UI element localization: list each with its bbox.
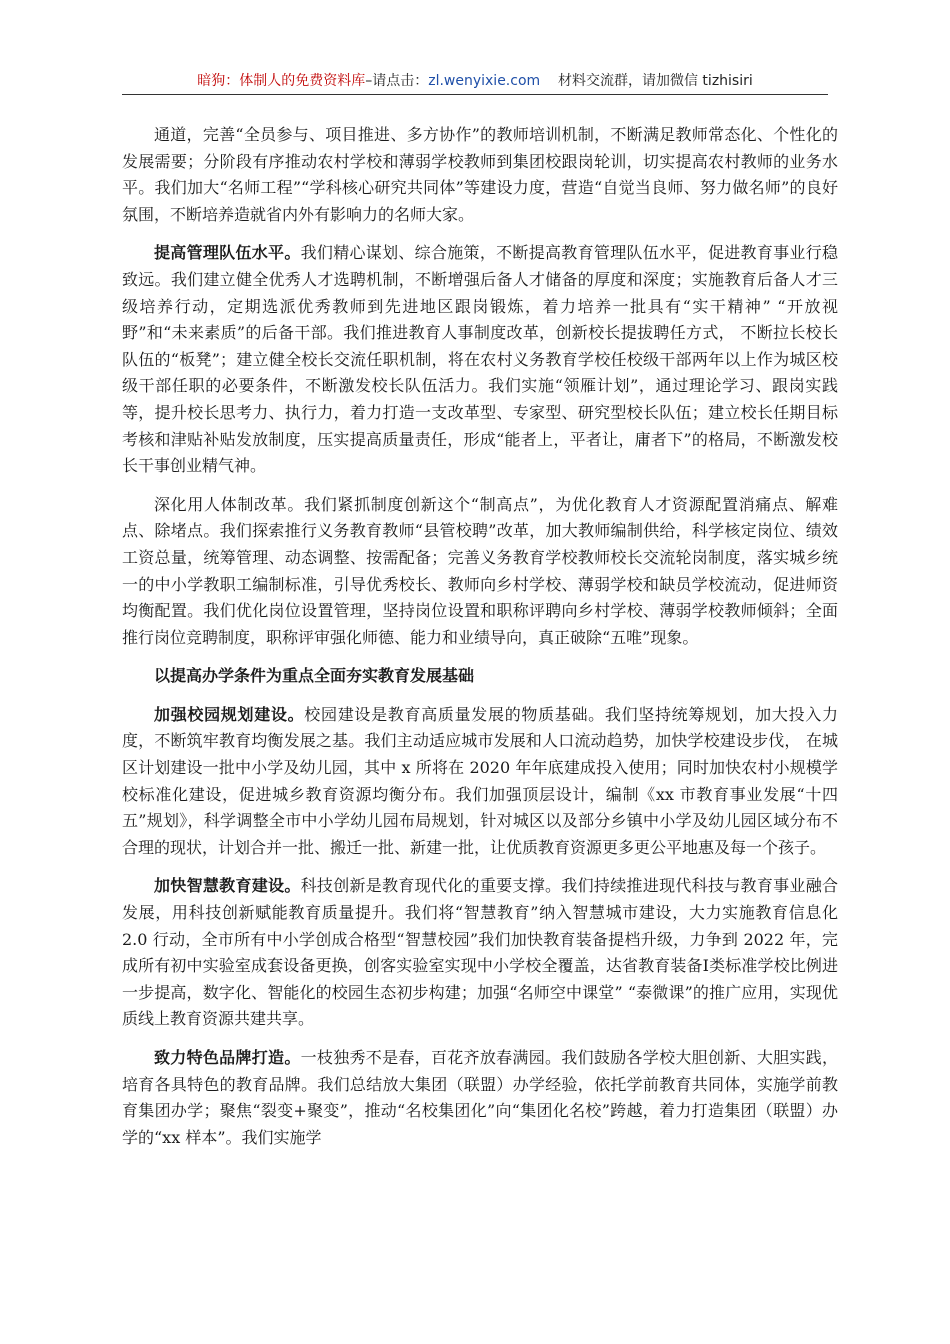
paragraph-3: 深化用人体制改革。我们紧抓制度创新这个“制高点”，为优化教育人才资源配置消痛点、解难点、除堵点。我们探索推行义务教育教师“县管校聘”改革，加大教师编制供给，科学核定岗位、绩效工资总量，统筹管理、动态调整、按需配备；完善义务教育学校教师校长交流轮岗制度，落实城乡统一的中小学教职工编制标准，引导优秀校长、教师向乡村学校、薄弱学校和缺员学校流动，促进师资均衡配置。我们优化岗位设置管理，坚持岗位设置和职称评聘向乡村学校、薄弱学校教师倾斜；全面推行岗位竞聘制度，职称评审强化师德、能力和业绩导向，真正破除“五唯”现象。 [122,494,838,647]
paragraph-4-text: 校园建设是教育高质量发展的物质基础。我们坚持统筹规划，加大投入力度，不断筑牢教育均衡发展之基。我们主动适应城市发展和人口流动趋势，加快学校建设步伐， 在城区计划建设一批中小学及幼儿园，其中 x 所将在 2020 年年底建成投入使用；同时加快农村小规模学校标准化建设，促进城乡教育资源均衡分布。我们加强顶层设计，编制《xx 市教育事业发展“十四五”规划》，科学调整全市中小学幼儿园布局规划，针对城区以及部分乡镇中小学及幼儿园区域分布不合理的现状，计划合并一批、搬迁一批、新建一批，让优质教育资源更多更公平地惠及每一个孩子。 [122,704,838,857]
paragraph-5 [122,873,838,1033]
paragraph-6-text: 一枝独秀不是春，百花齐放春满园。我们鼓励各学校大胆创新、大胆实践，培育各具特色的教育品牌。我们总结放大集团（联盟）办学经验，依托学前教育共同体，实施学前教育集团办学；聚焦“裂变+聚变”，推动“名校集团化”向“集团化名校”跨越，着力打造集团（联盟）办学的“xx 样本”。我们实施学 [122,1048,838,1147]
paragraph-2 [122,240,838,479]
page-header [122,70,828,95]
paragraph-6-lead: 致力特色品牌打造。 [154,1048,301,1067]
paragraph-1: 通道，完善“全员参与、项目推进、多方协作”的教师培训机制，不断满足教师常态化、个性化的发展需要；分阶段有序推动农村学校和薄弱学校教师到集团校跟岗轮训，切实提高农村教师的业务水平。我们加大“名师工程”“学科核心研究共同体”等建设力度，营造“自觉当良师、努力做名师”的良好氛围，不断培养造就省内外有影响力的名师大家。 [122,125,838,224]
paragraph-5-text: 科技创新是教育现代化的重要支撑。我们持续推进现代科技与教育事业融合发展，用科技创新赋能教育质量提升。我们将“智慧教育”纳入智慧城市建设，大力实施教育信息化 2.0 行动，全市所有中小学创成合格型“智慧校园”我们加快教育装备提档升级，力争到 2022 年，完成所有初中实验室成套设备更换，创客实验室实现中小学校全覆盖，达省教育装备Ⅰ类标准学校比例进一步提高，数字化、智能化的校园生态初步构建；加强“名师空中课堂” “泰微课”的推广应用，实现优质线上教育资源共建共享。 [122,876,838,1029]
header-click-prompt: –请点击： [365,73,429,89]
header-group-note: 材料交流群，请加微信 tizhisiri [557,73,753,89]
document-body [122,122,838,1163]
header-url-link[interactable]: zl.wenyixie.com [428,73,541,89]
header-site-name[interactable]: 暗狗：体制人的免费资料库 [197,73,366,89]
paragraph-4-lead: 加强校园规划建设。 [154,704,305,724]
paragraph-5-lead: 加快智慧教育建设。 [154,876,301,896]
section-heading: 以提高办学条件为重点全面夯实教育发展基础 [154,666,475,686]
paragraph-4 [122,702,838,862]
paragraph-6 [122,1045,838,1151]
paragraph-2-text: 我们精心谋划、综合施策，不断提高教育管理队伍水平，促进教育事业行稳致远。我们建立健全优秀人才选聘机制，不断增强后备人才储备的厚度和深度；实施教育后备人才三级培养行动，定期选派优秀教师到先进地区跟岗锻炼，着力培养一批具有“实干精神” “开放视野”和“未来素质”的后备干部。我们推进教育人事制度改革，创新校长提拔聘任方式， 不断拉长校长队伍的“板凳”；建立健全校长交流任职机制，将在农村义务教育学校任校级干部两年以上作为城区校级干部任职的必要条件，不断激发校长队伍活力。我们实施“领雁计划”，通过理论学习、跟岗实践等，提升校长思考力、执行力，着力打造一支改革型、专家型、研究型校长队伍；建立校长任期目标考核和津贴补贴发放制度，压实提高质量责任，形成“能者上，平者让，庸者下”的格局，不断激发校长干事创业精气神。 [122,243,838,476]
paragraph-2-lead: 提高管理队伍水平。 [154,243,301,263]
